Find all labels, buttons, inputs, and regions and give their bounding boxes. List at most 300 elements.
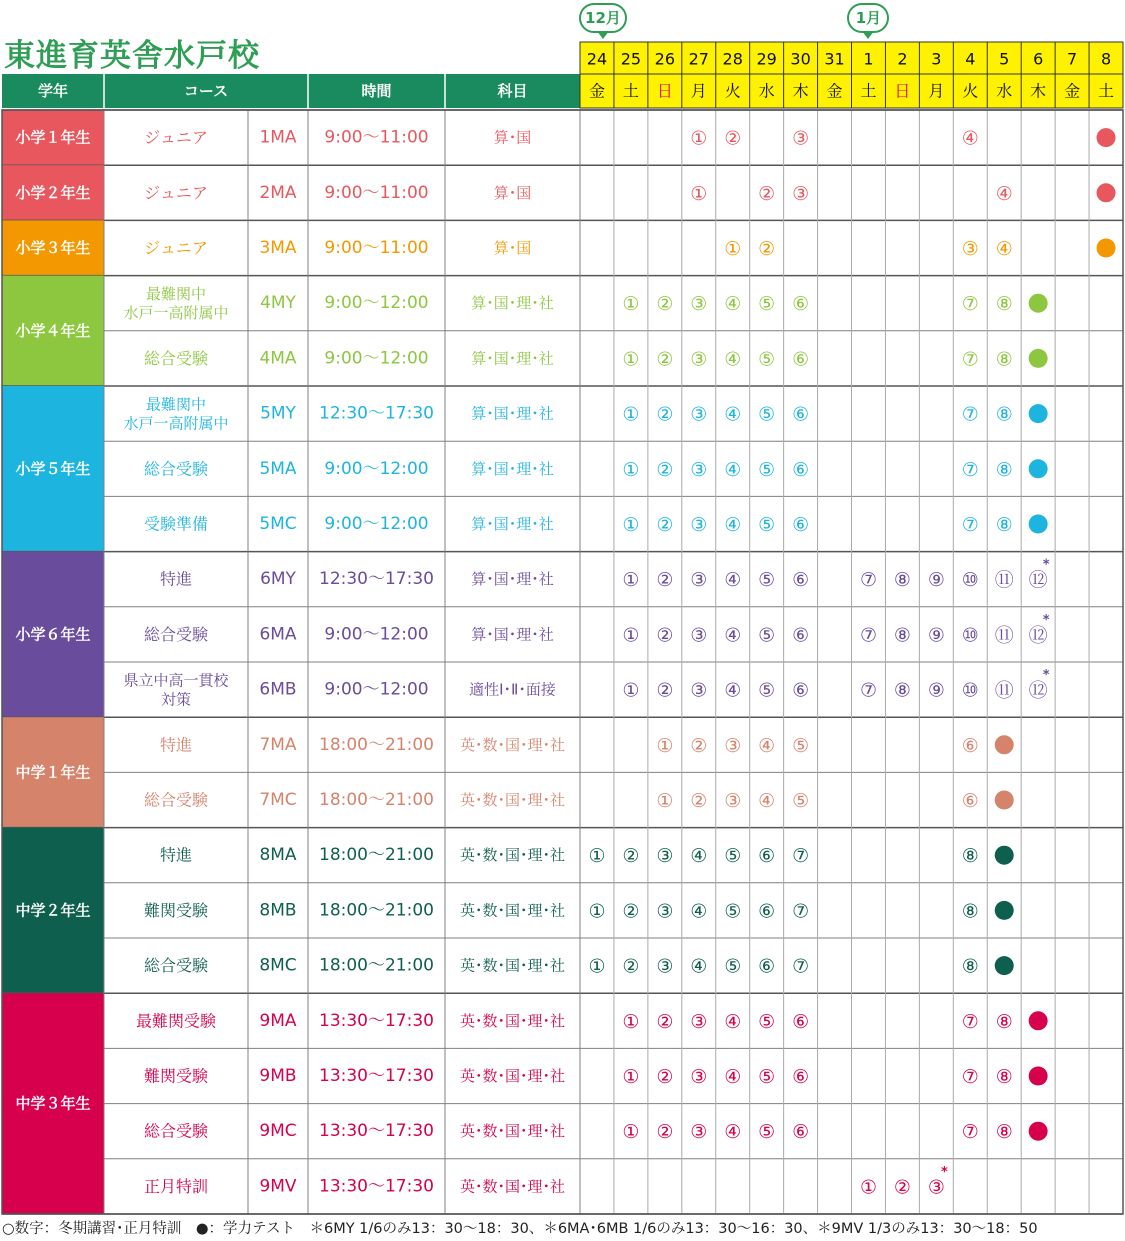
course-code: 9MB: [259, 1066, 297, 1086]
session-mark: ①: [622, 458, 640, 481]
test-dot: [1029, 404, 1048, 423]
session-mark: ③: [656, 955, 674, 978]
footnote-star: *: [1042, 557, 1050, 573]
session-mark: ②: [758, 182, 776, 205]
session-mark: ③: [690, 679, 708, 702]
course-subject: 英･数･国･理･社: [459, 791, 566, 809]
test-dot: [1097, 183, 1116, 202]
test-dot: [995, 846, 1014, 865]
test-dot: [1029, 294, 1048, 313]
session-mark: ⑤: [724, 845, 742, 868]
date-dow: 木: [1030, 81, 1047, 101]
session-mark: ⑦: [961, 1121, 979, 1144]
header-bar: [2, 74, 580, 108]
course-time: 9:00～12:00: [324, 348, 429, 369]
session-mark: ②: [656, 624, 674, 647]
session-mark: ⑦: [961, 458, 979, 481]
date-dow: 木: [792, 81, 809, 101]
session-mark: ④: [724, 458, 742, 481]
date-day: 1: [863, 49, 874, 69]
course-code: 5MA: [259, 458, 297, 479]
course-time: 9:00～12:00: [324, 514, 429, 534]
footnote-star: *: [940, 1164, 948, 1180]
date-dow: 火: [724, 81, 741, 101]
course-subject: 算･国･理･社: [471, 294, 554, 313]
session-mark: ⑦: [792, 900, 810, 923]
course-code: 7MC: [259, 790, 297, 810]
course-name: 難関受験: [143, 1066, 209, 1086]
course-subject: 算･国: [493, 183, 532, 202]
date-day: 30: [790, 49, 811, 69]
course-time: 9:00～11:00: [324, 182, 429, 203]
session-mark: ⑪: [994, 679, 1014, 702]
session-mark: ②: [656, 679, 674, 702]
session-mark: ①: [656, 790, 674, 812]
session-mark: ⑦: [859, 679, 877, 702]
course-code: 8MB: [259, 900, 297, 921]
course-subject: 英･数･国･理･社: [459, 1122, 566, 1141]
course-name: 最難関受験: [135, 1011, 217, 1031]
session-mark: ⑦: [792, 955, 810, 978]
session-mark: ⑪: [994, 569, 1014, 592]
session-mark: ②: [656, 1121, 674, 1144]
session-mark: ④: [724, 1066, 742, 1088]
session-mark: ⑤: [724, 900, 742, 923]
session-mark: ⑦: [961, 1010, 979, 1033]
session-mark: ⑦: [859, 624, 877, 647]
course-code: 1MA: [259, 127, 297, 148]
session-mark: ⑥: [792, 1121, 810, 1144]
session-mark: ②: [656, 403, 674, 426]
course-time: 9:00～12:00: [324, 624, 429, 645]
course-time: 12:30～17:30: [319, 403, 434, 424]
session-mark: ⑧: [995, 458, 1013, 481]
course-name: 受験準備: [143, 514, 209, 534]
session-mark: ⑦: [961, 293, 979, 316]
test-dot: [1097, 239, 1116, 258]
session-mark: ②: [656, 569, 674, 592]
course-code: 7MA: [259, 734, 297, 755]
session-mark: ②: [656, 458, 674, 481]
session-mark: ③: [690, 458, 708, 481]
session-mark: ②: [656, 293, 674, 316]
session-mark: ①: [690, 127, 708, 150]
session-mark: ⑥: [758, 955, 776, 978]
date-dow: 火: [962, 81, 979, 101]
session-mark: ⑤: [758, 679, 776, 702]
course-subject: 算･国･理･社: [471, 570, 554, 589]
course-name: 水戸一高附属中: [123, 414, 229, 433]
session-mark: ①: [622, 569, 640, 592]
course-subject: 英･数･国･理･社: [459, 1011, 566, 1030]
date-dow: 土: [622, 81, 639, 101]
date-day: 26: [654, 49, 676, 69]
session-mark: ①: [588, 955, 606, 978]
grade-label: 小学１年生: [15, 128, 91, 147]
course-name: ジュニア: [144, 183, 208, 203]
course-time: 13:30～17:30: [319, 1066, 434, 1086]
session-mark: ⑥: [792, 679, 810, 702]
date-day: 2: [897, 49, 908, 69]
session-mark: ⑦: [859, 569, 877, 592]
session-mark: ⑩: [961, 679, 979, 702]
session-mark: ⑥: [792, 458, 810, 481]
session-mark: ⑦: [792, 845, 810, 868]
date-dow: 金: [588, 81, 605, 101]
test-dot: [995, 956, 1014, 975]
grade-label: 中学２年生: [15, 901, 91, 920]
page-title: 東進育英舎水戸校: [4, 38, 260, 74]
session-mark: ②: [690, 790, 708, 812]
grade-label: 小学２年生: [15, 183, 91, 202]
session-mark: ⑤: [724, 955, 742, 978]
course-subject: 英･数･国･理･社: [459, 1177, 566, 1196]
session-mark: ②: [656, 348, 674, 371]
course-subject: 英･数･国･理･社: [459, 846, 566, 865]
grade-label: 小学３年生: [15, 239, 91, 257]
footnote-star: *: [1042, 612, 1050, 628]
session-mark: ⑥: [792, 514, 810, 536]
course-subject: 英･数･国･理･社: [459, 901, 566, 920]
course-code: 6MY: [260, 569, 296, 590]
test-dot: [1029, 515, 1048, 534]
date-dow: 月: [690, 81, 707, 101]
session-mark: ④: [961, 127, 979, 150]
grade-label: 小学５年生: [15, 459, 91, 478]
course-code: 8MC: [259, 955, 297, 976]
session-mark: ④: [724, 1010, 742, 1033]
session-mark: ⑧: [995, 293, 1013, 316]
session-mark: ③: [792, 182, 810, 205]
grade-label: 中学１年生: [15, 763, 91, 782]
session-mark: ①: [690, 182, 708, 205]
date-day: 3: [931, 49, 942, 69]
session-mark: ③: [690, 1121, 708, 1144]
session-mark: ③: [792, 127, 810, 150]
course-time: 12:30～17:30: [319, 569, 434, 590]
session-mark: ④: [724, 403, 742, 426]
session-mark: ④: [724, 1121, 742, 1144]
course-subject: 算･国･理･社: [471, 349, 554, 368]
session-mark: ⑤: [792, 734, 810, 757]
date-day: 31: [824, 49, 845, 69]
session-mark: ③: [690, 403, 708, 426]
session-mark: ②: [622, 955, 640, 978]
session-mark: ④: [724, 679, 742, 702]
date-dow: 水: [996, 81, 1013, 101]
course-subject: 算･国･理･社: [471, 459, 554, 478]
course-time: 18:00～21:00: [319, 845, 434, 866]
session-mark: ⑧: [961, 900, 979, 923]
course-code: 3MA: [259, 238, 297, 258]
session-mark: ①: [622, 1066, 640, 1088]
session-mark: ⑫: [1028, 624, 1048, 647]
session-mark: ③: [961, 238, 979, 260]
course-name: 最難関中: [145, 285, 207, 304]
session-mark: ②: [656, 1066, 674, 1088]
date-day: 28: [722, 49, 743, 69]
session-mark: ⑧: [995, 1066, 1013, 1088]
session-mark: ②: [622, 900, 640, 923]
course-name: 難関受験: [143, 900, 209, 920]
session-mark: ⑧: [995, 1121, 1013, 1144]
session-mark: ⑧: [995, 514, 1013, 536]
date-dow: 水: [758, 81, 775, 101]
course-name: 総合受験: [143, 348, 209, 368]
session-mark: ⑥: [792, 403, 810, 426]
course-subject: 英･数･国･理･社: [459, 735, 566, 754]
date-day: 6: [1033, 49, 1044, 69]
session-mark: ⑤: [758, 569, 776, 592]
session-mark: ⑤: [758, 1066, 776, 1088]
session-mark: ⑥: [792, 293, 810, 316]
date-dow: 金: [1064, 81, 1081, 101]
header-grade: 学年: [37, 82, 69, 100]
course-name: 特進: [159, 735, 193, 755]
session-mark: ②: [622, 845, 640, 868]
session-mark: ④: [995, 182, 1013, 205]
test-dot: [995, 735, 1014, 754]
session-mark: ⑥: [792, 1010, 810, 1033]
course-subject: 英･数･国･理･社: [459, 956, 566, 975]
session-mark: ④: [690, 900, 708, 923]
session-mark: ⑤: [792, 790, 810, 812]
course-subject: 算･国: [493, 239, 532, 257]
footnote-star: *: [1042, 668, 1050, 684]
session-mark: ⑫: [1028, 569, 1048, 592]
month-badge: 12月: [579, 3, 627, 33]
course-name: 特進: [159, 845, 193, 865]
session-mark: ①: [622, 403, 640, 426]
session-mark: ⑥: [961, 790, 979, 812]
test-dot: [1029, 349, 1048, 368]
session-mark: ⑦: [961, 514, 979, 536]
session-mark: ⑨: [927, 624, 945, 647]
session-mark: ③: [724, 790, 742, 812]
course-time: 18:00～21:00: [319, 734, 434, 755]
header-time: 時間: [361, 82, 392, 100]
session-mark: ⑥: [792, 569, 810, 592]
course-code: 6MB: [259, 679, 297, 700]
session-mark: ②: [690, 734, 708, 757]
course-code: 6MA: [259, 624, 297, 645]
session-mark: ③: [690, 1066, 708, 1088]
session-mark: ⑦: [961, 348, 979, 371]
session-mark: ①: [588, 900, 606, 923]
session-mark: ⑧: [995, 348, 1013, 371]
header-subject: 科目: [497, 82, 528, 100]
session-mark: ⑩: [961, 569, 979, 592]
session-mark: ①: [588, 845, 606, 868]
date-day: 29: [756, 49, 777, 69]
session-mark: ④: [724, 348, 742, 371]
session-mark: ①: [724, 238, 742, 260]
session-mark: ⑥: [758, 900, 776, 923]
session-mark: ②: [893, 1176, 911, 1199]
month-badge: 1月: [847, 3, 889, 33]
header-course: コース: [183, 82, 229, 100]
session-mark: ③: [690, 348, 708, 371]
course-subject: 算･国･理･社: [471, 515, 554, 533]
course-name: 総合受験: [143, 790, 209, 810]
session-mark: ③: [656, 845, 674, 868]
session-mark: ⑩: [961, 624, 979, 647]
session-mark: ⑫: [1028, 679, 1048, 702]
course-name: 特進: [159, 569, 193, 589]
session-mark: ①: [622, 293, 640, 316]
test-dot: [1029, 1122, 1048, 1141]
date-day: 27: [688, 49, 709, 69]
session-mark: ④: [758, 734, 776, 757]
test-dot: [995, 901, 1014, 920]
session-mark: ⑧: [995, 1010, 1013, 1033]
session-mark: ⑤: [758, 1121, 776, 1144]
session-mark: ③: [690, 624, 708, 647]
session-mark: ⑥: [961, 734, 979, 757]
session-mark: ⑤: [758, 348, 776, 371]
course-code: 4MY: [260, 293, 296, 314]
course-code: 8MA: [259, 845, 297, 866]
session-mark: ⑧: [893, 679, 911, 702]
course-time: 9:00～12:00: [324, 679, 429, 700]
course-name: 総合受験: [143, 459, 209, 479]
test-dot: [1029, 459, 1048, 478]
session-mark: ⑨: [927, 679, 945, 702]
session-mark: ⑧: [893, 569, 911, 592]
session-mark: ①: [622, 624, 640, 647]
session-mark: ④: [724, 514, 742, 536]
course-subject: 算･国: [493, 128, 532, 147]
course-name: ジュニア: [144, 128, 208, 148]
date-dow: 日: [894, 81, 911, 101]
date-dow: 金: [826, 81, 843, 101]
session-mark: ⑥: [758, 845, 776, 868]
course-name: 水戸一高附属中: [123, 304, 229, 323]
grade-label: 小学６年生: [15, 625, 91, 644]
session-mark: ⑦: [961, 1066, 979, 1088]
course-code: 9MA: [259, 1010, 297, 1031]
course-time: 9:00～12:00: [324, 458, 429, 479]
date-day: 24: [586, 49, 608, 69]
session-mark: ①: [622, 679, 640, 702]
date-dow: 土: [1098, 81, 1115, 101]
date-dow: 日: [656, 81, 673, 101]
test-dot: [1097, 128, 1116, 147]
session-mark: ⑤: [758, 293, 776, 316]
course-time: 9:00～12:00: [324, 293, 429, 314]
session-mark: ①: [622, 1010, 640, 1033]
session-mark: ③: [656, 900, 674, 923]
course-time: 18:00～21:00: [319, 900, 434, 921]
course-code: 2MA: [259, 182, 297, 203]
session-mark: ③: [927, 1176, 945, 1199]
session-mark: ③: [690, 514, 708, 536]
date-day: 8: [1100, 49, 1112, 69]
date-day: 7: [1067, 49, 1078, 69]
course-subject: 算･国･理･社: [471, 625, 554, 644]
course-subject: 適性Ⅰ･Ⅱ･面接: [469, 680, 556, 699]
test-dot: [1029, 1011, 1048, 1030]
session-mark: ②: [656, 514, 674, 536]
date-day: 4: [965, 49, 976, 69]
session-mark: ⑧: [893, 624, 911, 647]
session-mark: ⑦: [961, 403, 979, 426]
course-name: 県立中高一貫校: [123, 671, 229, 690]
course-name: 対策: [160, 690, 192, 709]
test-dot: [1029, 1067, 1048, 1086]
course-time: 9:00～11:00: [324, 238, 429, 258]
session-mark: ③: [690, 293, 708, 316]
session-mark: ②: [724, 127, 742, 150]
session-mark: ⑨: [927, 569, 945, 592]
session-mark: ③: [724, 734, 742, 757]
session-mark: ⑤: [758, 1010, 776, 1033]
date-day: 5: [999, 49, 1010, 69]
session-mark: ⑧: [961, 845, 979, 868]
course-name: 総合受験: [143, 956, 209, 976]
date-dow: 土: [860, 81, 877, 101]
course-code: 5MY: [260, 403, 296, 424]
session-mark: ⑤: [758, 458, 776, 481]
grade-label: 中学３年生: [15, 1094, 91, 1113]
session-mark: ④: [690, 955, 708, 978]
session-mark: ⑪: [994, 624, 1014, 647]
course-time: 13:30～17:30: [319, 1010, 434, 1031]
session-mark: ⑤: [758, 624, 776, 647]
session-mark: ①: [622, 348, 640, 371]
course-time: 13:30～17:30: [319, 1176, 434, 1197]
session-mark: ②: [758, 238, 776, 260]
course-code: 9MC: [259, 1121, 297, 1142]
session-mark: ③: [690, 1010, 708, 1033]
legend-footnote: ○数字：冬期講習･正月特訓 ●：学力テスト ＊6MY 1/6のみ13：30～18：30、＊6MA･6MB 1/6のみ13：30～16：30、＊9MV 1/3のみ13：30～18：50: [2, 1221, 1038, 1237]
date-dow: 月: [928, 81, 945, 101]
course-name: 総合受験: [143, 1121, 209, 1141]
session-mark: ①: [622, 514, 640, 536]
session-mark: ③: [690, 569, 708, 592]
session-mark: ⑧: [995, 403, 1013, 426]
session-mark: ⑧: [961, 955, 979, 978]
course-time: 9:00～11:00: [324, 127, 429, 148]
course-name: 総合受験: [143, 624, 209, 644]
course-name: ジュニア: [144, 238, 208, 258]
course-code: 5MC: [259, 514, 297, 534]
session-mark: ⑥: [792, 624, 810, 647]
session-mark: ⑥: [792, 348, 810, 371]
course-subject: 英･数･国･理･社: [459, 1067, 566, 1085]
session-mark: ⑥: [792, 1066, 810, 1088]
test-dot: [995, 791, 1014, 810]
session-mark: ④: [758, 790, 776, 812]
session-mark: ④: [690, 845, 708, 868]
date-day: 25: [620, 49, 642, 69]
session-mark: ⑤: [758, 403, 776, 426]
course-code: 9MV: [259, 1176, 297, 1197]
session-mark: ④: [995, 238, 1013, 260]
course-time: 18:00～21:00: [319, 955, 434, 976]
session-mark: ④: [724, 624, 742, 647]
session-mark: ④: [724, 293, 742, 316]
session-mark: ⑤: [758, 514, 776, 536]
course-time: 13:30～17:30: [319, 1121, 434, 1142]
session-mark: ②: [656, 1010, 674, 1033]
session-mark: ④: [724, 569, 742, 592]
course-time: 18:00～21:00: [319, 790, 434, 810]
course-code: 4MA: [259, 348, 297, 369]
grade-label: 小学４年生: [15, 321, 91, 340]
session-mark: ①: [656, 734, 674, 757]
course-subject: 算･国･理･社: [471, 404, 554, 423]
